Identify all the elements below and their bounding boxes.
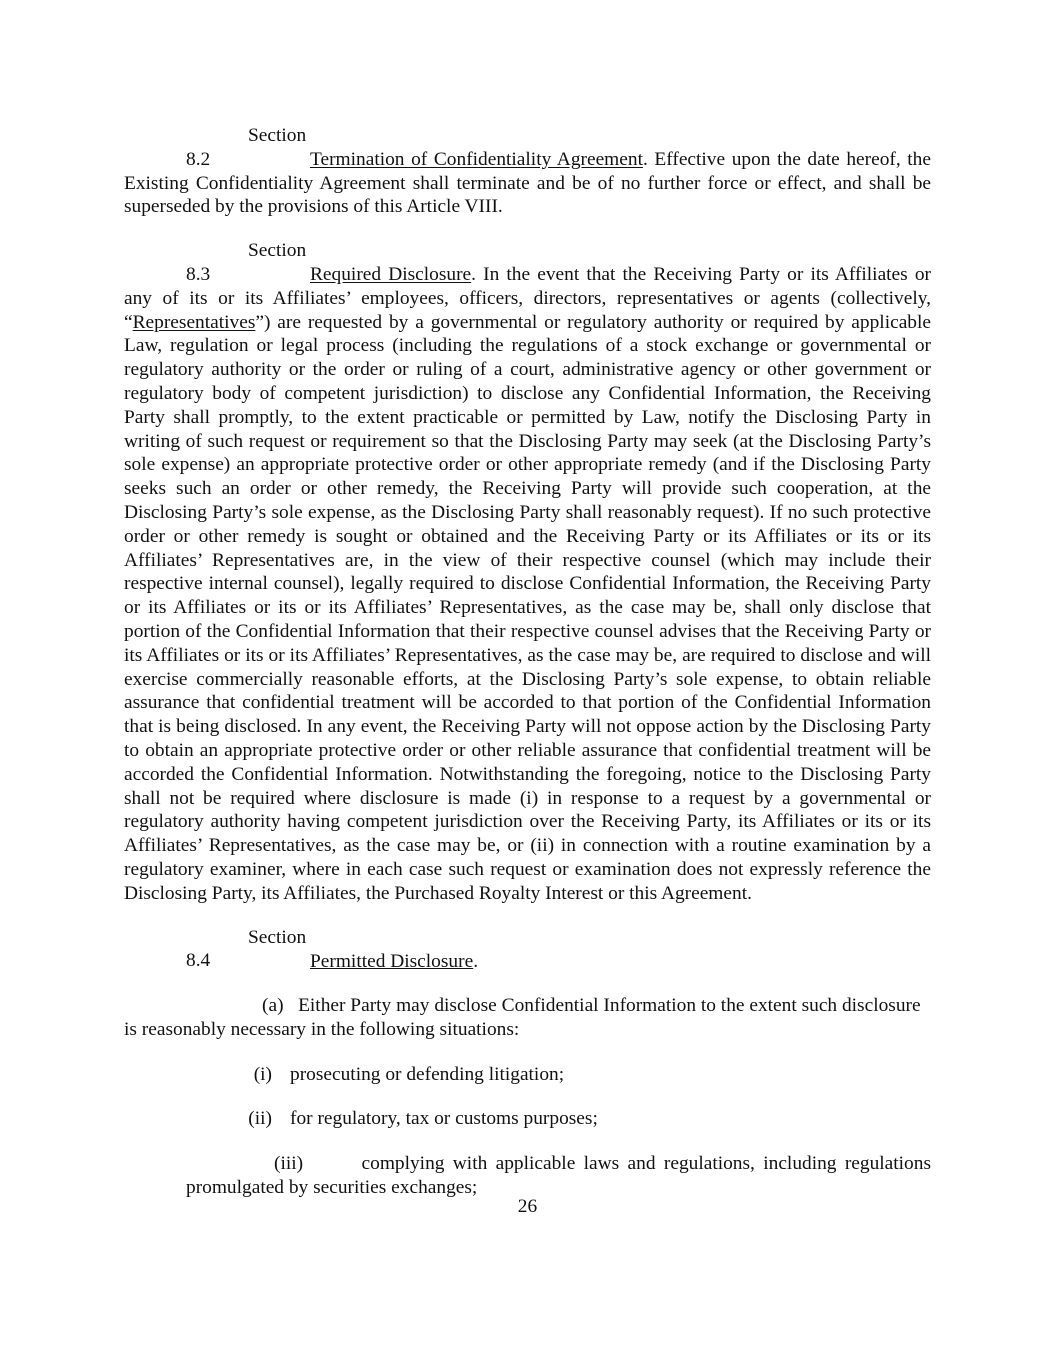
defined-term: Representatives xyxy=(132,311,256,333)
section-body-cont: ”) are requested by a governmental or regulatory authority or required by applicable Law, regulation or legal process (including the regulations of a stock exchange or governmental or regulatory authority or the order or ruling of a court, administrative agency or other government or regulatory body of competent jurisdiction) to disclose any Confidential Information, the Receiving Party shall promptly, to the extent practicable or permitted by Law, notify the Disclosing Party in writing of such request or requirement so that the Disclosing Party may seek (at the Disclosing Party’s sole expense) an appropriate protective order or other appropriate remedy (and if the Disclosing Party seeks such an order or other remedy, the Receiving Party will provide such cooperation, at the Disclosing Party’s sole expense, as the Disclosing Party shall reasonably request). If no such protective order or other remedy is sought or obtained and the Receiving Party or its Affiliates or its or its Affiliates’ Representatives are, in the view of their respective counsel (which may include their respective internal counsel), legally required to disclose Confidential Information, the Receiving Party or its Affiliates or its or its Affiliates’ Representatives, as the case may be, shall only disclose that portion of the Confidential Information that their respective counsel advises that the Receiving Party or its Affiliates or its or its Affiliates’ Representatives, as the case may be, are required to disclose and will exercise commercially reasonable efforts, at the Disclosing Party’s sole expense, to obtain reliable assurance that confidential treatment will be accorded to that portion of the Confidential Information that is being disclosed. In any event, the Receiving Party will not oppose action by the Disclosing Party to obtain an appropriate protective order or other reliable assurance that confidential treatment will be accorded the Confidential Information. Notwithstanding the foregoing, notice to the Disclosing Party shall not be required where disclosure is made (i) in response to a request by a governmental or regulatory authority having competent jurisdiction over the Receiving Party, its Affiliates or its or its Affiliates’ Representatives, as the case may be, or (ii) in connection with a routine examination by a regulatory examiner, where in each case such request or examination does not expressly reference the Disclosing Party, its Affiliates, the Purchased Royalty Interest or this Agreement. xyxy=(124,311,931,904)
list-marker: (i) xyxy=(253,1063,272,1085)
section-heading: Termination of Confidentiality Agreement xyxy=(310,148,643,170)
section-8-3-paragraph xyxy=(124,239,931,905)
clause-marker: (a) xyxy=(262,995,284,1017)
document-page xyxy=(124,124,931,1221)
section-heading: Permitted Disclosure xyxy=(310,950,474,972)
section-heading: Required Disclosure xyxy=(310,263,472,285)
page-number: 26 xyxy=(517,1196,538,1217)
list-item xyxy=(124,1152,931,1200)
list-item-text: for regulatory, tax or customs purposes; xyxy=(290,1108,598,1130)
list-item-text: prosecuting or defending litigation; xyxy=(290,1063,565,1085)
section-number: Section 8.3 xyxy=(186,240,307,285)
section-number: Section 8.4 xyxy=(186,926,307,972)
list-item xyxy=(124,1063,931,1087)
clause-text: Either Party may disclose Confidential Information to the extent such disclosure is reasonably necessary in the following situations: xyxy=(124,995,921,1040)
list-item-text: complying with applicable laws and regulations, including regulations promulgated by securities exchanges; xyxy=(186,1153,931,1199)
clause-a-paragraph xyxy=(124,994,931,1042)
section-8-2-paragraph xyxy=(124,124,931,219)
section-heading-period: . xyxy=(473,950,479,972)
section-body: . In the event that the Receiving Party or its Affiliates or any of its or its Affiliates’ employees, officers, directors, representatives or agents (collectively, “ xyxy=(124,263,931,333)
section-8-4-paragraph xyxy=(124,926,931,974)
list-marker: (iii) xyxy=(274,1153,304,1175)
section-number: Section 8.2 xyxy=(186,125,307,170)
section-body: . Effective upon the date hereof, the Existing Confidentiality Agreement shall terminate and be of no further force or effect, and shall be superseded by the provisions of this Article VIII. xyxy=(124,148,931,218)
list-item xyxy=(124,1107,931,1131)
list-marker: (ii) xyxy=(248,1108,272,1130)
